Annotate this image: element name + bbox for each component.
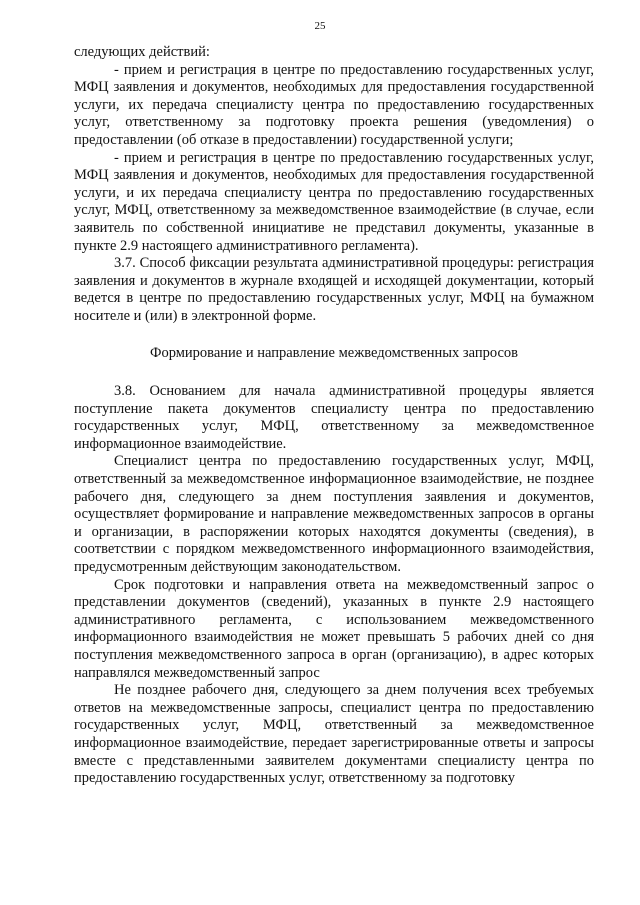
list-item-registration-transfer: - прием и регистрация в центре по предоставлению государственных услуг, МФЦ заявления и документов, необходимых для предоставления государственной услуги, и их передача специалисту центра по предоставлению государственных услуг, МФЦ, ответственному за межведомственное взаимодействие (в случае, если заявитель по собственной инициативе не представил документы, указанные в пункте 2.9 настоящего административного регламента). [74, 149, 594, 254]
paragraph-deadline: Срок подготовки и направления ответа на межведомственный запрос о представлении документов (сведений), указанных в пункте 2.9 настоящего административного регламента, с использованием межведомственного информационного взаимодействия не может превышать 5 рабочих дней со дня поступления межведомственного запроса в орган (организацию), в адрес которых направлялся межведомственный запрос [74, 576, 594, 681]
paragraph-intro: следующих действий: [74, 44, 210, 60]
list-item-registration: - прием и регистрация в центре по предоставлению государственных услуг, МФЦ заявления и документов, необходимых для предоставления государственной услуги, их передача специалисту центра по предоставлению государственных услуг, ответственному за подготовку проекта решения (уведомления) о предоставлении (об отказе в предоставлении) государственной услуги; [74, 61, 594, 148]
page-number: 25 [314, 20, 326, 32]
paragraph-specialist: Специалист центра по предоставлению государственных услуг, МФЦ, ответственный за межведомственное информационное взаимодействие, не позднее рабочего дня, следующего за днем поступления заявления и документов, осуществляет формирование и направление межведомственных запросов в органы и организации, в распоряжении которых находятся документы (сведения), в соответствии с порядком межведомственного информационного взаимодействия, предусмотренным действующим законодательством. [74, 453, 594, 576]
paragraph-transfer: Не позднее рабочего дня, следующего за днем получения всех требуемых ответов на межведомственные запросы, специалист центра по предоставлению государственных услуг, МФЦ, ответственный за межведомственное информационное взаимодействие, передает зарегистрированные ответы и запросы вместе с представленными заявителем документами специалисту центра по предоставлению государственных услуг, ответственному за подготовку [74, 682, 594, 787]
paragraph-3-7: 3.7. Способ фиксации результата административной процедуры: регистрация заявления и документов в журнале входящей и исходящей документации, который ведется в центре по предоставлению государственных услуг, МФЦ на бумажном носителе и (или) в электронной форме. [74, 255, 594, 324]
section-heading: Формирование и направление межведомственных запросов [150, 344, 518, 361]
paragraph-3-8: 3.8. Основанием для начала административной процедуры является поступление пакета документов специалисту центра по предоставлению государственных услуг, МФЦ, ответственному за межведомственное информационное взаимодействие. [74, 383, 594, 452]
document-body [74, 44, 594, 788]
